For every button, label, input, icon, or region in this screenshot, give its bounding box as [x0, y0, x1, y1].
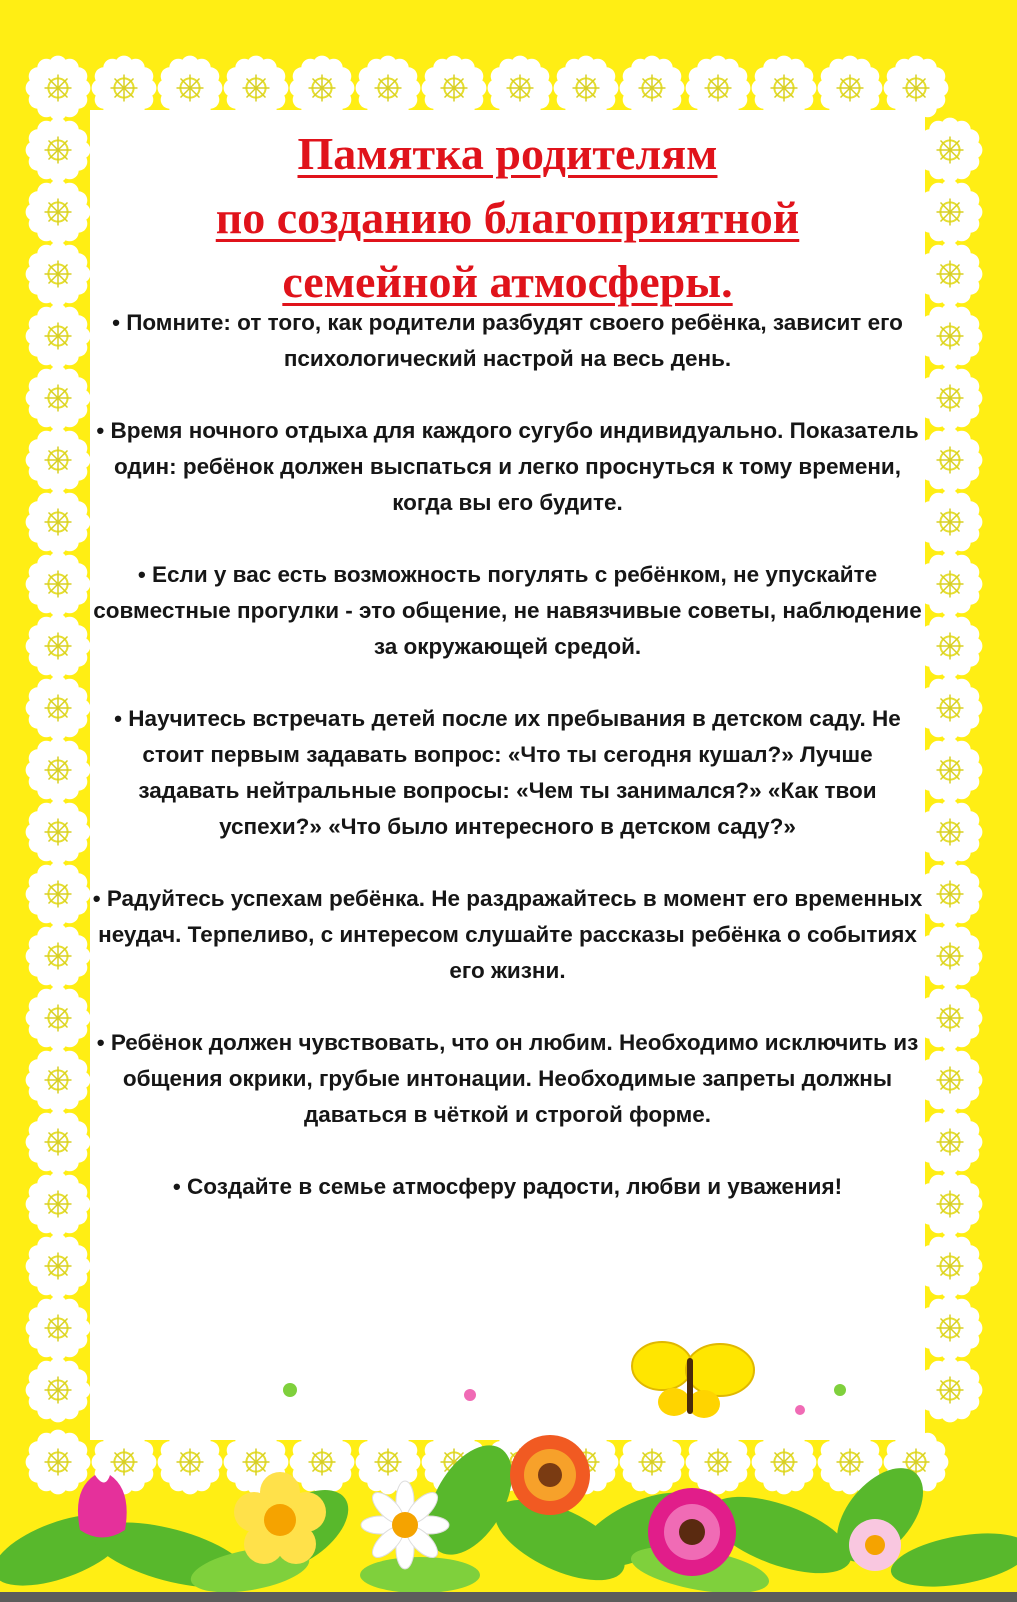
- butterfly-icon: [632, 1342, 754, 1418]
- daisy-lace-flower-icon: [26, 242, 91, 307]
- daisy-lace-flower-icon: [26, 118, 91, 183]
- daisy-lace-flower-icon: [918, 676, 983, 741]
- bottom-edge: [0, 1592, 1017, 1602]
- daisy-icon: [849, 1519, 901, 1571]
- daisy-lace-flower-icon: [26, 1172, 91, 1237]
- title-line-3: семейной атмосферы.: [282, 256, 733, 307]
- tip-item: • Помните: от того, как родители разбудят своего ребёнка, зависит его психологический настрой на весь день.: [112, 310, 903, 371]
- daisy-lace-flower-icon: [918, 490, 983, 555]
- page-title: [90, 122, 925, 314]
- daisy-lace-flower-icon: [26, 986, 91, 1051]
- daisy-lace-flower-icon: [918, 304, 983, 369]
- tip-item: • Научитесь встречать детей после их пребывания в детском саду. Не стоит первым задавать вопрос: «Что ты сегодня кушал?» Лучше задавать нейтральные вопросы: «Чем ты занимался?» «Как твои успехи?» «Что было интересного в детском саду?»: [114, 706, 901, 839]
- tips-list: [92, 305, 923, 1205]
- daisy-lace-flower-icon: [918, 800, 983, 865]
- daisy-lace-flower-icon: [918, 986, 983, 1051]
- daisy-lace-flower-icon: [26, 676, 91, 741]
- daisy-lace-flower-icon: [918, 738, 983, 803]
- daisy-lace-flower-icon: [918, 1234, 983, 1299]
- tip-item: • Создайте в семье атмосферу радости, любви и уважения!: [172, 1174, 843, 1199]
- daisy-lace-flower-icon: [26, 1048, 91, 1113]
- daisy-lace-flower-icon: [918, 924, 983, 989]
- pink-tulip-icon: [78, 1475, 127, 1538]
- daisy-lace-flower-icon: [26, 1110, 91, 1175]
- tip-item: • Если у вас есть возможность погулять с ребёнком, не упускайте совместные прогулки - это общение, не навязчивые советы, наблюдение за окружающей средой.: [93, 562, 922, 659]
- daisy-lace-flower-icon: [918, 614, 983, 679]
- daisy-icon: [361, 1481, 449, 1569]
- title-line-2: по созданию благоприятной: [215, 192, 800, 243]
- daisy-lace-flower-icon: [918, 552, 983, 617]
- daisy-lace-flower-icon: [26, 552, 91, 617]
- daffodil-icon: [234, 1472, 326, 1564]
- daisy-lace-flower-icon: [26, 366, 91, 431]
- daisy-lace-flower-icon: [918, 862, 983, 927]
- tip-item: • Время ночного отдыха для каждого сугубо индивидуально. Показатель один: ребёнок должен выспаться и легко проснуться к тому времени, когда вы его будите.: [96, 418, 919, 515]
- daisy-lace-flower-icon: [26, 1234, 91, 1299]
- daisy-lace-flower-icon: [918, 428, 983, 493]
- gerbera-icon: [648, 1488, 736, 1576]
- daisy-lace-flower-icon: [918, 366, 983, 431]
- flower-garden-illustration: [0, 1300, 1017, 1592]
- daisy-lace-flower-icon: [26, 862, 91, 927]
- daisy-lace-flower-icon: [26, 614, 91, 679]
- daisy-lace-flower-icon: [26, 490, 91, 555]
- daisy-lace-flower-icon: [918, 1110, 983, 1175]
- daisy-lace-flower-icon: [26, 304, 91, 369]
- title-line-1: Памятка родителям: [297, 128, 718, 179]
- tip-item: • Радуйтесь успехам ребёнка. Не раздражайтесь в момент его временных неудач. Терпеливо, с интересом слушайте рассказы ребёнка о событиях его жизни.: [92, 886, 923, 983]
- daisy-lace-flower-icon: [918, 1172, 983, 1237]
- daisy-lace-flower-icon: [918, 1048, 983, 1113]
- gerbera-icon: [510, 1435, 590, 1515]
- daisy-lace-flower-icon: [26, 56, 91, 121]
- daisy-lace-flower-icon: [26, 180, 91, 245]
- daisy-lace-flower-icon: [26, 800, 91, 865]
- daisy-lace-flower-icon: [918, 118, 983, 183]
- daisy-lace-flower-icon: [26, 428, 91, 493]
- daisy-lace-flower-icon: [26, 924, 91, 989]
- daisy-lace-flower-icon: [26, 738, 91, 803]
- daisy-lace-flower-icon: [918, 242, 983, 307]
- daisy-lace-flower-icon: [918, 180, 983, 245]
- tip-item: • Ребёнок должен чувствовать, что он любим. Необходимо исключить из общения окрики, грубые интонации. Необходимые запреты должны даваться в чёткой и строгой форме.: [96, 1030, 919, 1127]
